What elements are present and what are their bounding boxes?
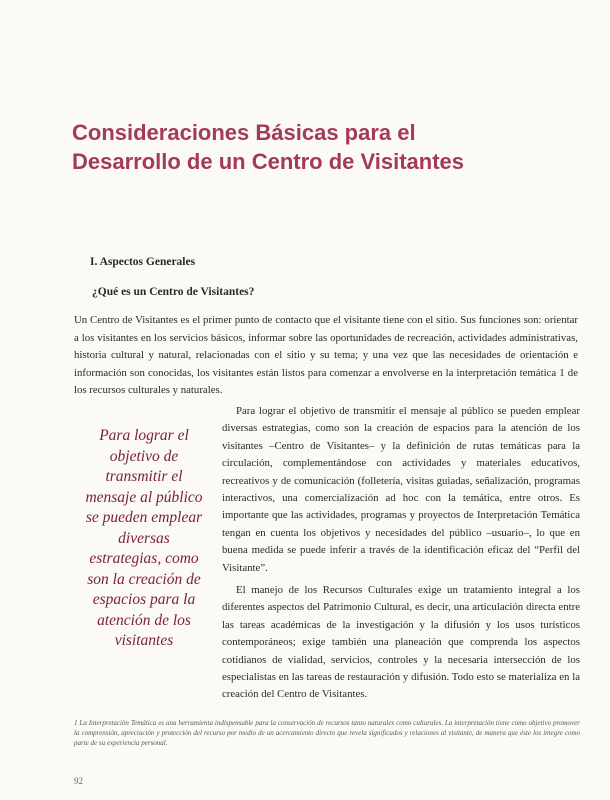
- title-line-1: Consideraciones Básicas para el: [72, 120, 416, 145]
- page-title: [72, 118, 552, 176]
- body-paragraph-2: El manejo de los Recursos Culturales exige un tratamiento integral a los diferentes aspectos del Patrimonio Cultural, es decir, una articulación directa entre las tareas académicas de la investigación y la difusión y los usos turísticos contemporáneos; exige también una planeación que comprenda los aspectos cotidianos de vialidad, servicios, controles y la necesaria intersección de los especialistas en las tareas de restauración y difusión. Todo esto se materializa en la creación del Centro de Visitantes.: [222, 584, 580, 701]
- question-heading: ¿Qué es un Centro de Visitantes?: [92, 286, 255, 298]
- pull-quote: Para lograr el objetivo de transmitir el mensaje al público se pueden emplear diversas estrategias, como son la creación de espacios para la atención de los visitantes: [85, 427, 203, 649]
- footnote: 1 La Interpretación Temática es una herramienta indispensable para la conservación de recursos tanto naturales como culturales. La interpretación tiene como objetivo promover la comprensión, apreciación y protección del recurso por medio de un acercamiento directo que revela significados y relaciones al visitante, de manera que éste los integre como parte de su experiencia personal.: [74, 719, 580, 747]
- intro-paragraph: Un Centro de Visitantes es el primer punto de contacto que el visitante tiene con el sitio. Sus funciones son: orientar a los visitantes en los servicios básicos, informar sobre las oportunidades de recreación, actividades administrativas, historia cultural y natural, relacionadas con el sitio y su tema; y una vez que las necesidades de orientación e información son conocidas, los visitantes están listos para comenzar a envolverse en la interpretación temática 1 de los recursos culturales y naturales.: [74, 314, 578, 397]
- title-line-2: Desarrollo de un Centro de Visitantes: [72, 149, 465, 174]
- section-heading: I. Aspectos Generales: [90, 256, 196, 268]
- body-paragraph-1: Para lograr el objetivo de transmitir el mensaje al público se pueden emplear diversas estrategias, como son la creación de espacios para la atención de los visitantes –Centro de Visitantes– y la definición de rutas temáticas para la circulación, complementándose con actividades y materiales educativos, recreativos y de comunicación (folletería, visitas guiadas, señalización, programas interactivos, una comercialización ad hoc con la temática, entre otros. Es importante que las actividades, programas y proyectos de Interpretación Temática tengan en cuenta los objetivos y necesidades del público –usuario–, lo que en buena medida se puede inferir a través de la identificación eficaz del “Perfil del Visitante”.: [222, 405, 580, 574]
- page-number: 92: [74, 776, 83, 786]
